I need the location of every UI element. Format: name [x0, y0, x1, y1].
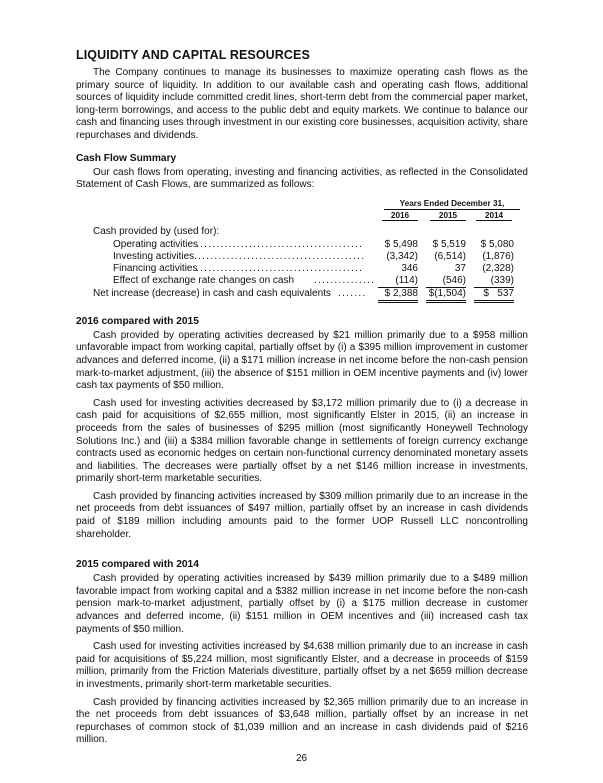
page-number: 26 — [295, 753, 308, 764]
table-section-label: Cash provided by (used for): — [93, 225, 220, 237]
table-row — [76, 239, 528, 251]
dot-leader: ............... — [314, 274, 376, 286]
cell-value: (2,328) — [482, 262, 514, 274]
cell-value: 37 — [454, 262, 466, 274]
cash-flow-table — [76, 199, 528, 298]
cell-value: (339) — [474, 275, 514, 288]
column-header-2014: 2014 — [476, 211, 512, 221]
table-row — [76, 263, 528, 275]
section-2015-paragraph: Cash provided by financing activities increased by $2,365 million primarily due to an increase in the net proceeds from debt issuances of $3,648 million, partially offset by an increase in net repurchases of common stock of $1,039 million and an increase in cash dividends paid of $216 million. — [76, 696, 528, 746]
cell-value: $ 5,498 — [384, 238, 418, 250]
total-label: Net increase (decrease) in cash and cash equivalents — [93, 287, 331, 299]
table-total-row — [76, 288, 528, 300]
column-header-2015: 2015 — [430, 211, 466, 221]
table-row — [76, 251, 528, 263]
cash-flow-summary-text: Our cash flows from operating, investing and financing activities, as reflected in the Consolidated Statement of Cash Flows, are summarized as follows: — [76, 166, 528, 191]
cell-value: (1,876) — [482, 250, 514, 262]
table-row — [76, 275, 528, 287]
cell-value: $ 5,519 — [432, 238, 466, 250]
section-2016-paragraph: Cash used for investing activities decreased by $3,172 million primarily due to (i) a decrease in cash paid for acquisitions of $2,655 million, most significantly Elster in 2015, (ii) an increase in proceeds from the sales of businesses of $295 million (most significantly Honeywell Technology Solutions Inc.) and (iii) a $384 million favorable change in settlements of foreign currency exchange contracts used as economic hedges on certain non-functional currency denominated monetary assets and liabilities. The decreases were partially offset by a net $146 million increase in investments, primarily short-term marketable securities. — [76, 397, 528, 485]
dot-leader: ....... — [338, 287, 367, 299]
section-2016-paragraph: Cash provided by financing activities increased by $309 million primarily due to an increase in the net proceeds from debt issuances of $497 million, partially offset by an increase in cash dividends paid of $189 million including amounts paid to the former UOP Russell LLC noncontrolling shareholder. — [76, 490, 528, 540]
table-section-label-row — [76, 226, 528, 238]
section-2015-paragraph: Cash used for investing activities increased by $4,638 million primarily due to an increase in cash paid for acquisitions of $5,224 million, most significantly Elster, and a decrease in proceeds of $159 million, primarily from the Friction Materials divestiture, partially offset by a net $659 million decrease in investments, primarily short-term marketable securities. — [76, 641, 528, 690]
total-value: $ 537 — [474, 288, 514, 303]
cell-value: (6,514) — [434, 250, 466, 262]
row-label: Operating activities — [113, 238, 199, 250]
table-period-header: Years Ended December 31, — [384, 199, 520, 210]
document-page — [76, 48, 528, 747]
cell-value: 346 — [401, 262, 418, 274]
row-label: Effect of exchange rate changes on cash — [113, 274, 295, 286]
column-header-2016: 2016 — [382, 211, 418, 221]
section-2016-paragraph: Cash provided by operating activities decreased by $21 million primarily due to a $958 million unfavorable impact from working capital, partially offset by (i) a $395 million improvement in customer advances and deferred income, (ii) a $171 million increase in net income before the non-cash pension mark-to-market adjustment, (iii) the absence of $151 million in OEM incentive payments and (iv) lower cash tax payments of $50 million. — [76, 329, 528, 392]
section-title: LIQUIDITY AND CAPITAL RESOURCES — [76, 48, 310, 62]
row-label: Investing activities — [113, 250, 195, 262]
dot-leader: .......................................... — [194, 250, 366, 262]
section-2015-heading: 2015 compared with 2014 — [76, 559, 199, 571]
dot-leader: ......................................... — [196, 238, 364, 250]
section-2016-heading: 2016 compared with 2015 — [76, 315, 199, 327]
cash-flow-summary-heading: Cash Flow Summary — [76, 152, 177, 164]
total-value: $ 2,388 — [378, 288, 418, 303]
dot-leader: ......................................... — [196, 262, 364, 274]
total-value: $(1,504) — [426, 288, 466, 303]
cell-value: $ 5,080 — [480, 238, 514, 250]
cell-value: (114) — [378, 275, 418, 288]
cell-value: (3,342) — [386, 250, 418, 262]
cell-value: (546) — [426, 275, 466, 288]
section-2015-paragraph: Cash provided by operating activities increased by $439 million primarily due to a $489 million favorable impact from working capital and a $382 million increase in net income before the non-cash pension mark-to-market adjustment, partially offset by (i) a $175 million decrease in customer advances and deferred income, (ii) $151 million in OEM incentives and (iii) increased cash tax payments of $50 million. — [76, 573, 528, 635]
intro-paragraph: The Company continues to manage its businesses to maximize operating cash flows as the primary source of liquidity. In addition to our available cash and operating cash flows, additional sources of liquidity include committed credit lines, short-term debt from the commercial paper market, long-term borrowings, and access to the public debt and equity markets. We continue to balance our cash and financing uses through investment in our existing core businesses, acquisition activity, share repurchases and dividends. — [76, 67, 528, 141]
row-label: Financing activities — [113, 262, 198, 274]
